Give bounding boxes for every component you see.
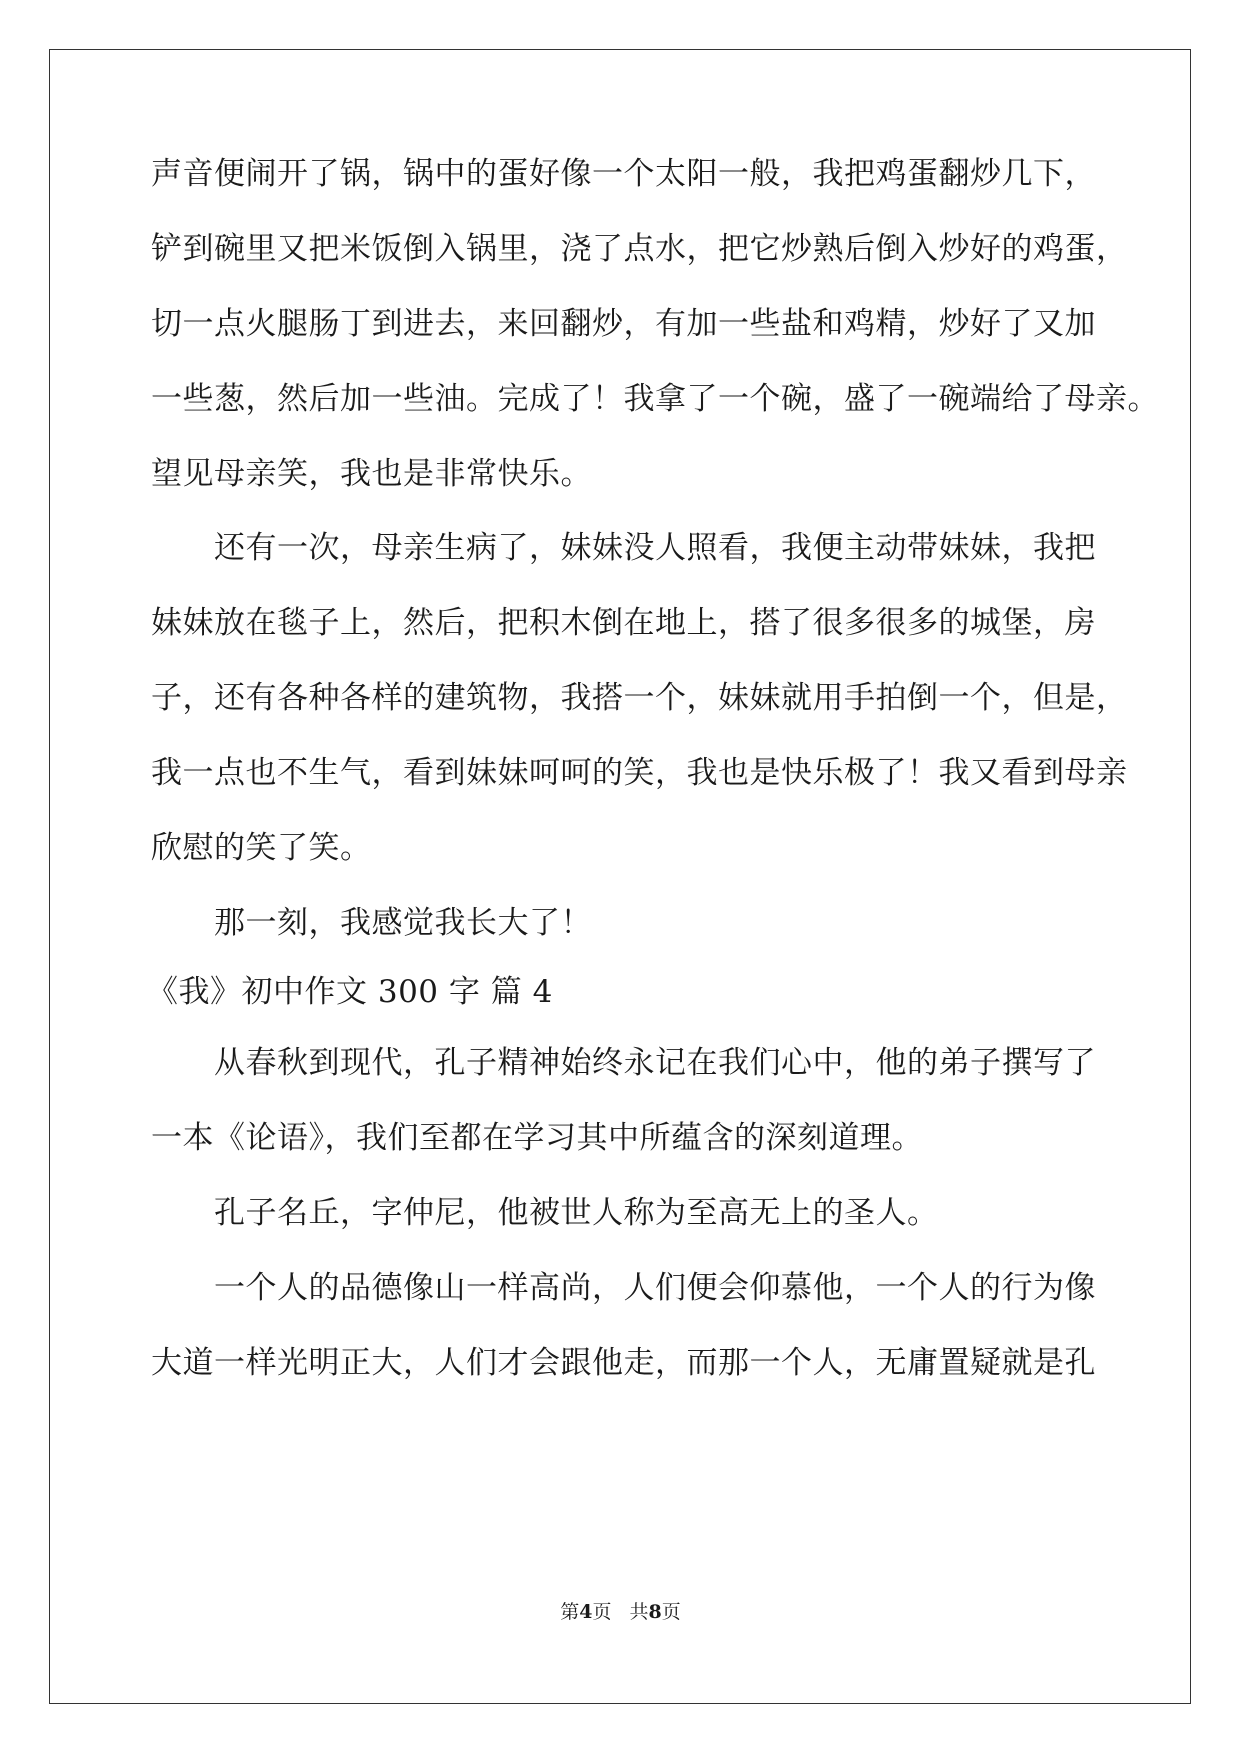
paragraph-start-line: 孔子名丘，字仲尼，他被世人称为至高无上的圣人。 (214, 1195, 939, 1231)
body-line: 一些葱，然后加一些油。完成了！我拿了一个碗，盛了一碗端给了母亲。 (151, 381, 1159, 417)
paragraph-start-line: 从春秋到现代，孔子精神始终永记在我们心中，他的弟子撰写了 (214, 1045, 1096, 1081)
body-line: 一本《论语》，我们至都在学习其中所蕴含的深刻道理。 (151, 1120, 923, 1156)
total-suffix: 页 (661, 1601, 681, 1623)
paragraph-start-line: 那一刻，我感觉我长大了！ (214, 905, 592, 941)
total-pages: 8 (648, 1601, 662, 1623)
section-heading: 《我》初中作文 300 字 篇 4 (147, 974, 553, 1010)
page-suffix: 页 (592, 1601, 612, 1623)
body-line: 切一点火腿肠丁到进去，来回翻炒，有加一些盐和鸡精，炒好了又加 (151, 306, 1096, 342)
body-line: 子，还有各种各样的建筑物，我搭一个，妹妹就用手拍倒一个，但是， (151, 680, 1128, 716)
page-footer (0, 1600, 1241, 1624)
paragraph-start-line: 还有一次，母亲生病了，妹妹没人照看，我便主动带妹妹，我把 (214, 530, 1096, 566)
page-border (49, 49, 1191, 1704)
paragraph-start-line: 一个人的品德像山一样高尚，人们便会仰慕他，一个人的行为像 (214, 1270, 1096, 1306)
body-line: 铲到碗里又把米饭倒入锅里，浇了点水，把它炒熟后倒入炒好的鸡蛋， (151, 231, 1128, 267)
total-prefix: 共 (629, 1601, 649, 1623)
body-line: 声音便闹开了锅，锅中的蛋好像一个太阳一般，我把鸡蛋翻炒几下， (151, 156, 1096, 192)
body-line: 欣慰的笑了笑。 (151, 830, 372, 866)
body-line: 我一点也不生气，看到妹妹呵呵的笑，我也是快乐极了！我又看到母亲 (151, 755, 1128, 791)
body-line: 大道一样光明正大，人们才会跟他走，而那一个人，无庸置疑就是孔 (151, 1345, 1096, 1381)
page-prefix: 第 (560, 1601, 580, 1623)
body-line: 妹妹放在毯子上，然后，把积木倒在地上，搭了很多很多的城堡，房 (151, 605, 1096, 641)
body-line: 望见母亲笑，我也是非常快乐。 (151, 456, 592, 492)
page-number: 4 (579, 1601, 593, 1623)
